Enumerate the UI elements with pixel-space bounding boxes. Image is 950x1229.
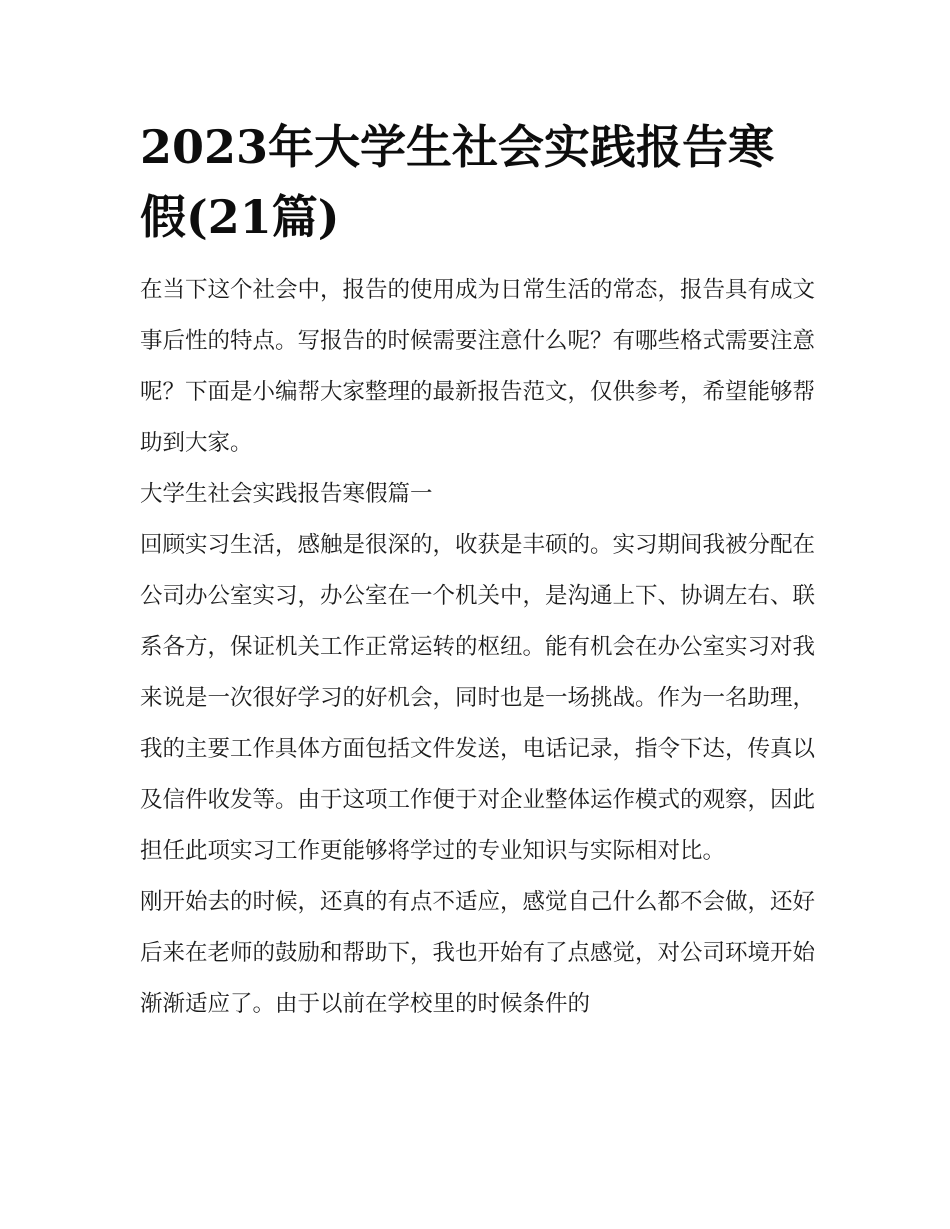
section-heading: 大学生社会实践报告寒假篇一	[140, 481, 433, 507]
body-paragraph-1: 回顾实习生活，感触是很深的，收获是丰硕的。实习期间我被分配在公司办公室实习，办公室在一个机关中，是沟通上下、协调左右、联系各方，保证机关工作正常运转的枢纽。能有机会在办公室实习对我来说是一次很好学习的好机会，同时也是一场挑战。作为一名助理，我的主要工作具体方面包括文件发送，电话记录，指令下达，传真以及信件收发等。由于这项工作便于对企业整体运作模式的观察，因此担任此项实习工作更能够将学过的专业知识与实际相对比。	[140, 532, 816, 864]
intro-paragraph: 在当下这个社会中，报告的使用成为日常生活的常态，报告具有成文事后性的特点。写报告的时候需要注意什么呢？有哪些格式需要注意呢？下面是小编帮大家整理的最新报告范文，仅供参考，希望能够帮助到大家。	[140, 277, 816, 456]
document-body	[140, 265, 820, 1030]
body-paragraph-2: 刚开始去的时候，还真的有点不适应，感觉自己什么都不会做，还好后来在老师的鼓励和帮助下，我也开始有了点感觉，对公司环境开始渐渐适应了。由于以前在学校里的时候条件的	[140, 889, 816, 1017]
document-content	[140, 112, 820, 1030]
document-title: 2023年大学生社会实践报告寒假(21篇)	[140, 120, 775, 244]
